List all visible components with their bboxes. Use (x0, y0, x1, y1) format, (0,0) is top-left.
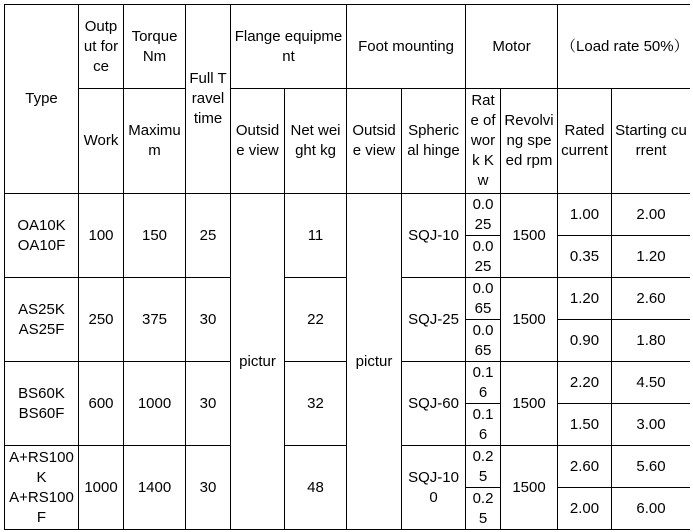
starting-current-cell: 2.60 (612, 278, 690, 320)
header-foot-outside-view: Outside view (347, 89, 402, 194)
header-foot-mounting: Foot mounting (347, 5, 466, 89)
starting-current-cell: 1.80 (612, 320, 690, 362)
rate-cell: 0.025 (466, 194, 501, 236)
rate-cell: 0.25 (466, 488, 501, 530)
header-row-2 (5, 89, 691, 194)
starting-current-cell: 3.00 (612, 404, 690, 446)
maximum-cell: 150 (124, 194, 186, 278)
header-flange-outside-view: Outside view (231, 89, 285, 194)
header-flange-equipment: Flange equipment (231, 5, 347, 89)
rated-current-cell: 2.20 (558, 362, 612, 404)
net-weight-cell: 32 (285, 362, 347, 446)
header-row-1 (5, 5, 691, 89)
spec-table-wrapper (4, 4, 690, 532)
rated-current-cell: 1.50 (558, 404, 612, 446)
header-rate-of-work: Rate of work Kw (466, 89, 501, 194)
rated-current-cell: 2.00 (558, 488, 612, 530)
rate-cell: 0.025 (466, 236, 501, 278)
speed-cell: 1500 (501, 446, 558, 530)
hinge-cell: SQJ-100 (402, 446, 466, 530)
maximum-cell: 375 (124, 278, 186, 362)
type-cell: A+RS100K A+RS100F (5, 446, 79, 530)
starting-current-cell: 2.00 (612, 194, 690, 236)
work-cell: 1000 (79, 446, 124, 530)
hinge-cell: SQJ-60 (402, 362, 466, 446)
header-motor: Motor (466, 5, 558, 89)
rated-current-cell: 1.20 (558, 278, 612, 320)
header-spherical-hinge: Spherical hinge (402, 89, 466, 194)
work-cell: 600 (79, 362, 124, 446)
rated-current-cell: 0.35 (558, 236, 612, 278)
header-output-force: Output force (79, 5, 124, 89)
rate-cell: 0.16 (466, 362, 501, 404)
speed-cell: 1500 (501, 278, 558, 362)
net-weight-cell: 22 (285, 278, 347, 362)
net-weight-cell: 48 (285, 446, 347, 530)
work-cell: 250 (79, 278, 124, 362)
header-net-weight: Net weight kg (285, 89, 347, 194)
actuator-spec-table (4, 4, 690, 530)
work-cell: 100 (79, 194, 124, 278)
header-load-rate: （Load rate 50%） (558, 5, 690, 89)
travel-time-cell: 30 (186, 446, 231, 530)
travel-time-cell: 30 (186, 362, 231, 446)
table-row (5, 194, 691, 236)
header-type: Type (5, 5, 79, 194)
header-maximum: Maximum (124, 89, 186, 194)
starting-current-cell: 5.60 (612, 446, 690, 488)
rated-current-cell: 2.60 (558, 446, 612, 488)
header-work: Work (79, 89, 124, 194)
foot-picture-placeholder: pictur (347, 194, 402, 530)
header-rated-current: Rated current (558, 89, 612, 194)
hinge-cell: SQJ-10 (402, 194, 466, 278)
maximum-cell: 1400 (124, 446, 186, 530)
rated-current-cell: 0.90 (558, 320, 612, 362)
type-cell: OA10K OA10F (5, 194, 79, 278)
rated-current-cell: 1.00 (558, 194, 612, 236)
speed-cell: 1500 (501, 362, 558, 446)
rate-cell: 0.16 (466, 404, 501, 446)
travel-time-cell: 25 (186, 194, 231, 278)
starting-current-cell: 1.20 (612, 236, 690, 278)
starting-current-cell: 6.00 (612, 488, 690, 530)
type-cell: AS25K AS25F (5, 278, 79, 362)
travel-time-cell: 30 (186, 278, 231, 362)
header-full-travel-time: Full Travel time (186, 5, 231, 194)
rate-cell: 0.065 (466, 278, 501, 320)
header-starting-current: Starting current (612, 89, 690, 194)
hinge-cell: SQJ-25 (402, 278, 466, 362)
header-revolving-speed: Revolving speed rpm (501, 89, 558, 194)
flange-picture-placeholder: pictur (231, 194, 285, 530)
rate-cell: 0.065 (466, 320, 501, 362)
type-cell: BS60K BS60F (5, 362, 79, 446)
starting-current-cell: 4.50 (612, 362, 690, 404)
header-torque: Torque Nm (124, 5, 186, 89)
rate-cell: 0.25 (466, 446, 501, 488)
speed-cell: 1500 (501, 194, 558, 278)
net-weight-cell: 11 (285, 194, 347, 278)
maximum-cell: 1000 (124, 362, 186, 446)
